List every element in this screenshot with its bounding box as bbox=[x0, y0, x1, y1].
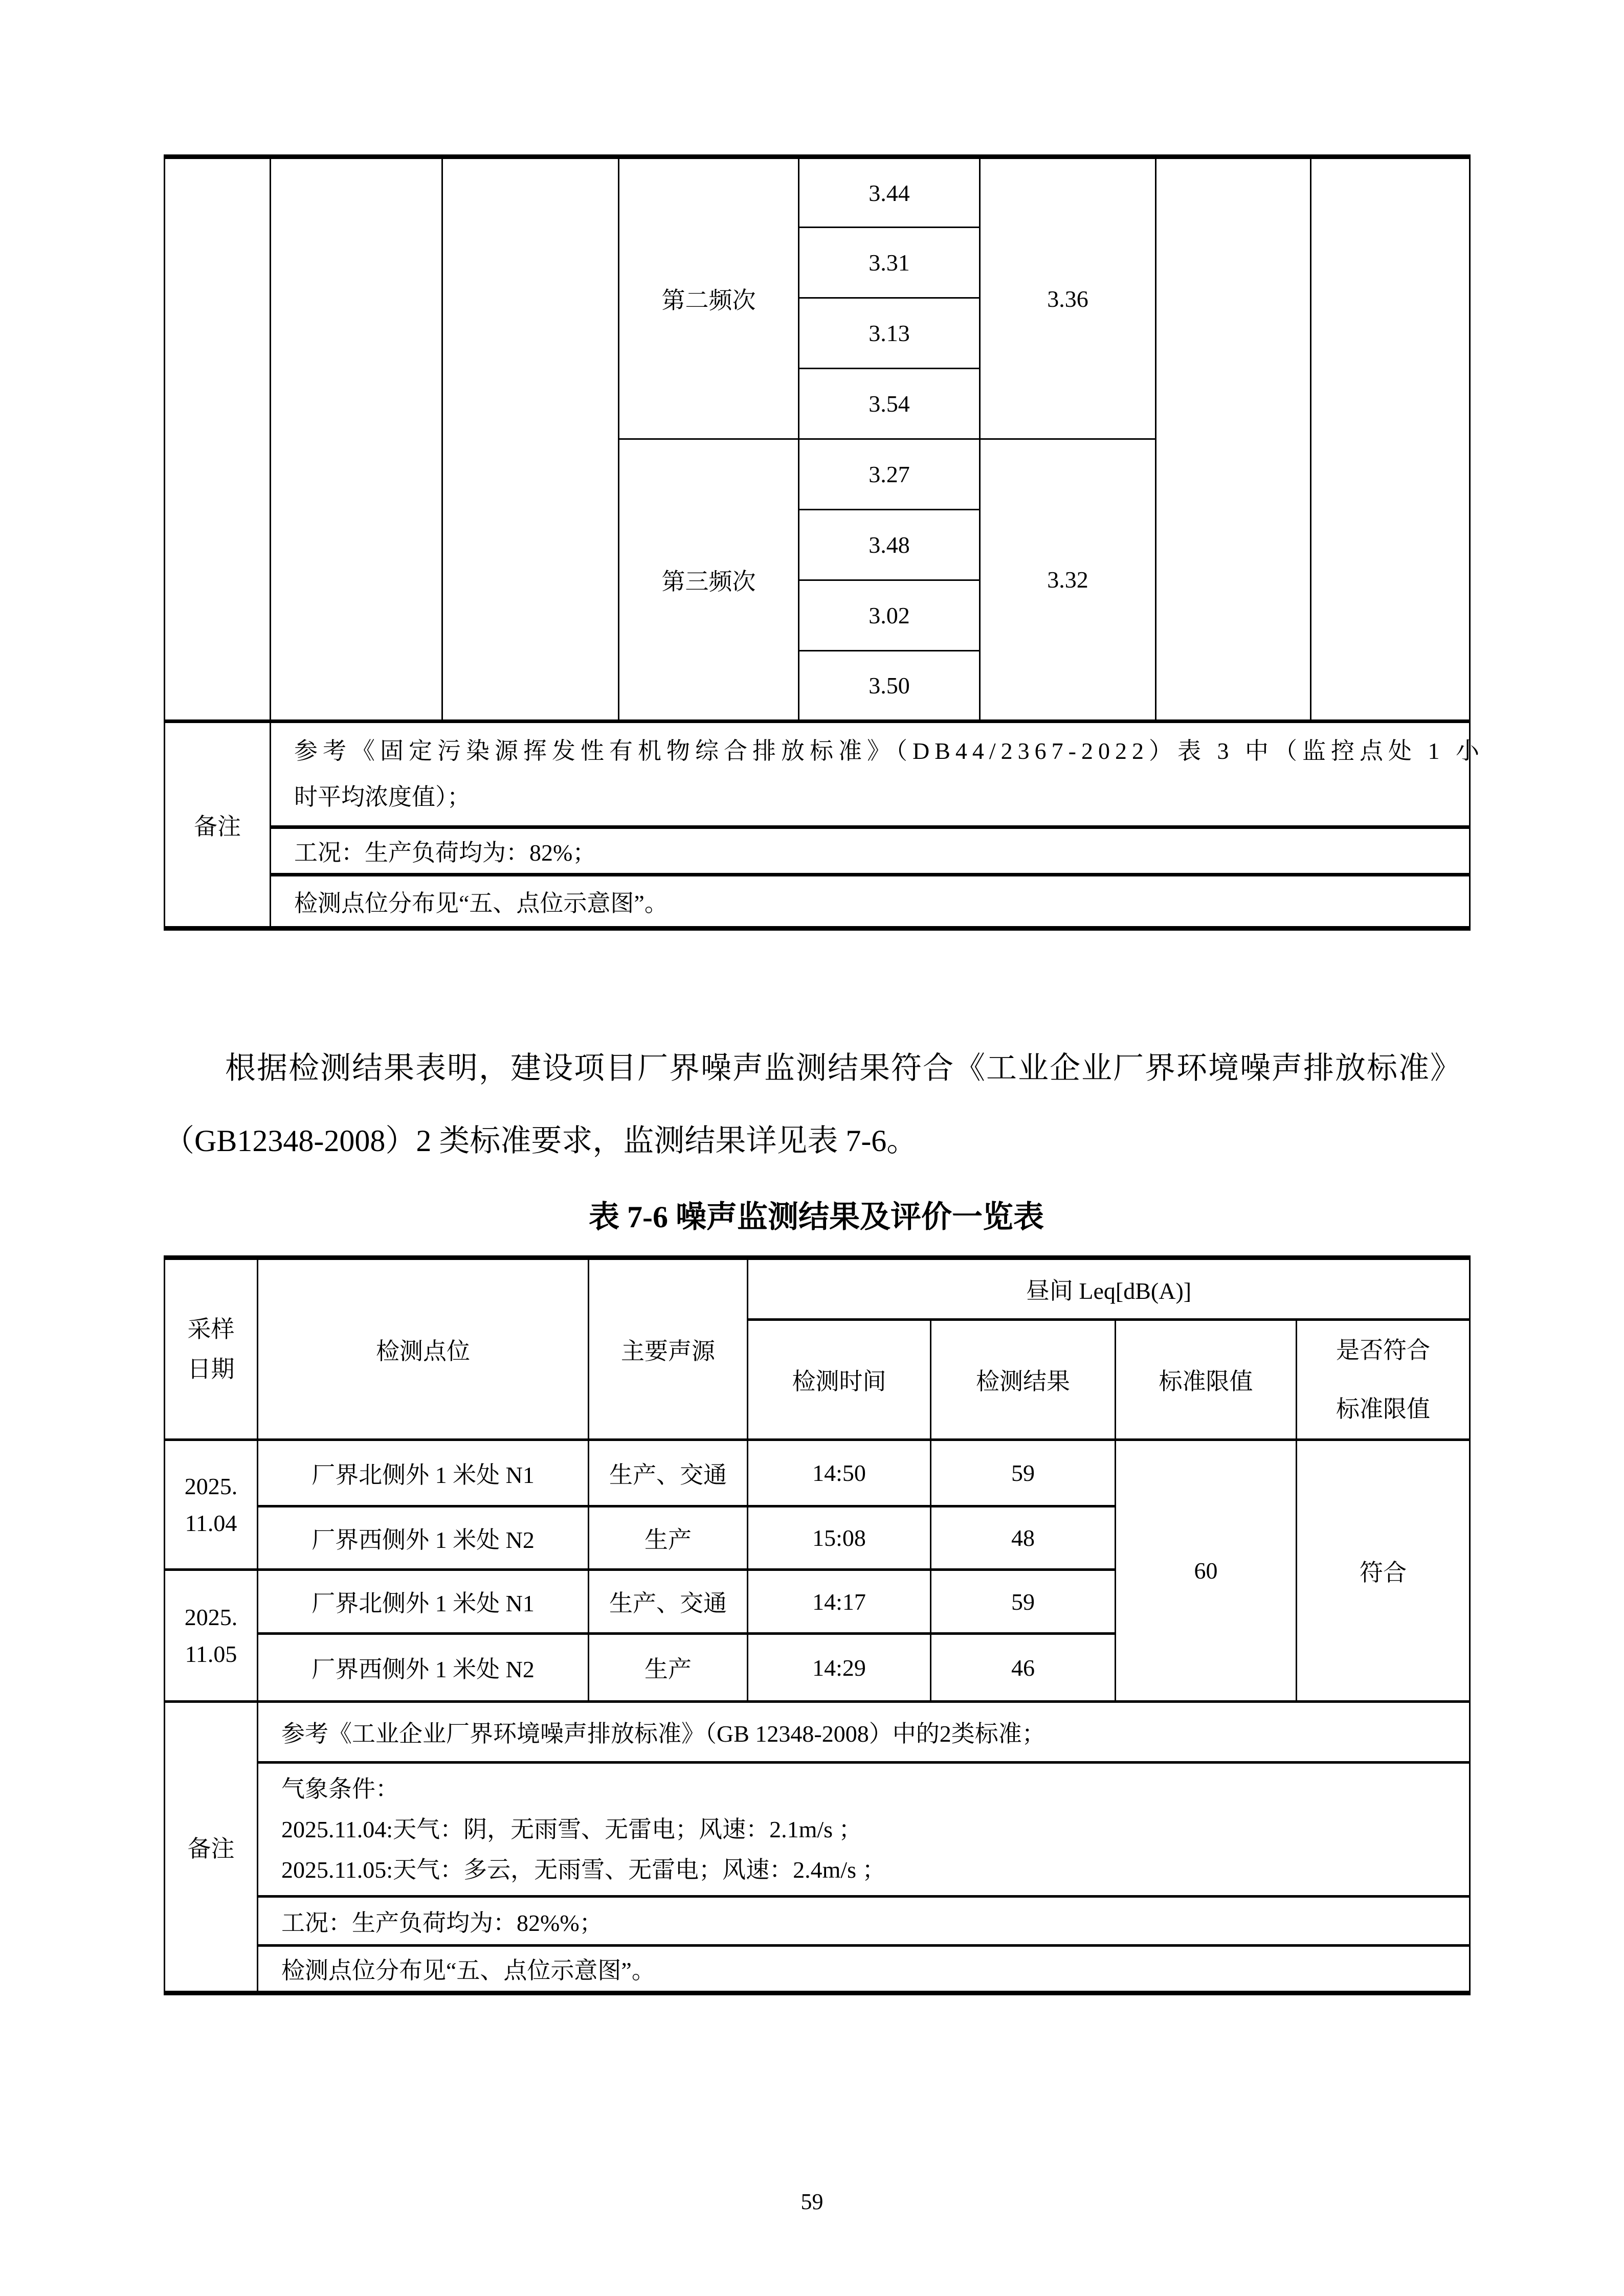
header-line: 采样 bbox=[187, 1316, 235, 1342]
header-monitoring-result: 检测结果 bbox=[931, 1320, 1116, 1440]
header-standard-limit: 标准限值 bbox=[1116, 1320, 1297, 1440]
remark-weather-conditions bbox=[258, 1763, 1470, 1897]
noise-source-cell: 生产 bbox=[589, 1506, 748, 1570]
value-cell: 3.27 bbox=[799, 439, 980, 510]
remark-standard-reference: 参考《工业企业厂界环境噪声排放标准》（GB 12348-2008）中的2类标准； bbox=[258, 1702, 1470, 1763]
remark-label: 备注 bbox=[165, 722, 271, 929]
value-cell: 3.13 bbox=[799, 298, 980, 369]
header-monitoring-time: 检测时间 bbox=[748, 1320, 931, 1440]
header-monitoring-point: 检测点位 bbox=[258, 1258, 589, 1440]
date-line: 2025. bbox=[184, 1473, 238, 1499]
remark-standard-reference bbox=[271, 722, 1484, 827]
date-line: 11.04 bbox=[185, 1510, 237, 1536]
header-line: 日期 bbox=[187, 1356, 235, 1382]
remark-line: 气象条件： bbox=[281, 1776, 399, 1802]
monitoring-time-cell: 15:08 bbox=[748, 1506, 931, 1570]
voc-monitoring-table-continued bbox=[164, 154, 1484, 931]
header-main-noise-source: 主要声源 bbox=[589, 1258, 748, 1440]
header-line: 标准限值 bbox=[1336, 1396, 1430, 1422]
monitoring-result-cell: 46 bbox=[931, 1634, 1116, 1702]
remark-point-layout: 检测点位分布见“五、点位示意图”。 bbox=[271, 875, 1470, 929]
empty-cell bbox=[1156, 157, 1311, 722]
empty-cell bbox=[165, 157, 271, 722]
remark-working-condition: 工况：生产负荷均为：82%%； bbox=[258, 1897, 1470, 1946]
remark-line: 2025.11.05:天气：多云，无雨雪、无雷电；风速：2.4m/s ； bbox=[281, 1857, 886, 1883]
paragraph-line: 根据检测结果表明，建设项目厂界噪声监测结果符合《工业企业厂界环境噪声排放标准》 bbox=[225, 1051, 1462, 1085]
compliance-cell: 符合 bbox=[1297, 1440, 1470, 1702]
value-cell: 3.44 bbox=[799, 157, 980, 228]
monitoring-result-cell: 59 bbox=[931, 1570, 1116, 1634]
monitoring-time-cell: 14:50 bbox=[748, 1440, 931, 1506]
value-cell: 3.02 bbox=[799, 580, 980, 651]
monitoring-result-cell: 59 bbox=[931, 1440, 1116, 1506]
monitoring-result-cell: 48 bbox=[931, 1506, 1116, 1570]
table-7-6-title: 表 7-6 噪声监测结果及评价一览表 bbox=[589, 1200, 1044, 1234]
monitoring-point-cell: 厂界北侧外 1 米处 N1 bbox=[258, 1440, 589, 1506]
monitoring-point-cell: 厂界北侧外 1 米处 N1 bbox=[258, 1570, 589, 1634]
page-number: 59 bbox=[800, 2189, 824, 2214]
value-cell: 3.48 bbox=[799, 510, 980, 580]
header-line: 是否符合 bbox=[1336, 1337, 1430, 1363]
paragraph-line: （GB12348-2008）2 类标准要求，监测结果详见表 7-6。 bbox=[164, 1124, 918, 1158]
monitoring-point-cell: 厂界西侧外 1 米处 N2 bbox=[258, 1506, 589, 1570]
remark-point-layout: 检测点位分布见“五、点位示意图”。 bbox=[258, 1946, 1470, 1993]
noise-monitoring-table bbox=[164, 1255, 1471, 1995]
monitoring-point-cell: 厂界西侧外 1 米处 N2 bbox=[258, 1634, 589, 1702]
empty-cell bbox=[271, 157, 442, 722]
remark-line: 2025.11.04:天气：阴，无雨雪、无雷电；风速：2.1m/s ； bbox=[281, 1816, 862, 1842]
value-cell: 3.31 bbox=[799, 228, 980, 298]
average-cell: 3.36 bbox=[980, 157, 1156, 439]
sampling-date-cell bbox=[165, 1440, 258, 1570]
frequency-group-label: 第三频次 bbox=[619, 439, 799, 722]
noise-source-cell: 生产 bbox=[589, 1634, 748, 1702]
header-compliance bbox=[1297, 1320, 1470, 1440]
monitoring-time-cell: 14:17 bbox=[748, 1570, 931, 1634]
header-sampling-date bbox=[165, 1258, 258, 1440]
remark-line: 时平均浓度值）； bbox=[294, 784, 471, 810]
noise-source-cell: 生产、交通 bbox=[589, 1570, 748, 1634]
frequency-group-label: 第二频次 bbox=[619, 157, 799, 439]
remark-working-condition: 工况：生产负荷均为：82%； bbox=[271, 827, 1470, 875]
header-daytime-leq: 昼间 Leq[dB(A)] bbox=[748, 1258, 1470, 1320]
value-cell: 3.50 bbox=[799, 651, 980, 722]
value-cell: 3.54 bbox=[799, 369, 980, 439]
remark-line: 参考《固定污染源挥发性有机物综合排放标准》（DB44/2367-2022）表 3 中（监控点处 1 小 bbox=[294, 738, 1484, 764]
empty-cell bbox=[442, 157, 619, 722]
average-cell: 3.32 bbox=[980, 439, 1156, 722]
sampling-date-cell bbox=[165, 1570, 258, 1702]
remark-label: 备注 bbox=[165, 1702, 258, 1993]
body-paragraph bbox=[164, 1032, 1469, 1177]
empty-cell bbox=[1311, 157, 1470, 722]
noise-source-cell: 生产、交通 bbox=[589, 1440, 748, 1506]
date-line: 2025. bbox=[184, 1604, 238, 1630]
monitoring-time-cell: 14:29 bbox=[748, 1634, 931, 1702]
standard-limit-cell: 60 bbox=[1116, 1440, 1297, 1702]
date-line: 11.05 bbox=[185, 1640, 237, 1667]
